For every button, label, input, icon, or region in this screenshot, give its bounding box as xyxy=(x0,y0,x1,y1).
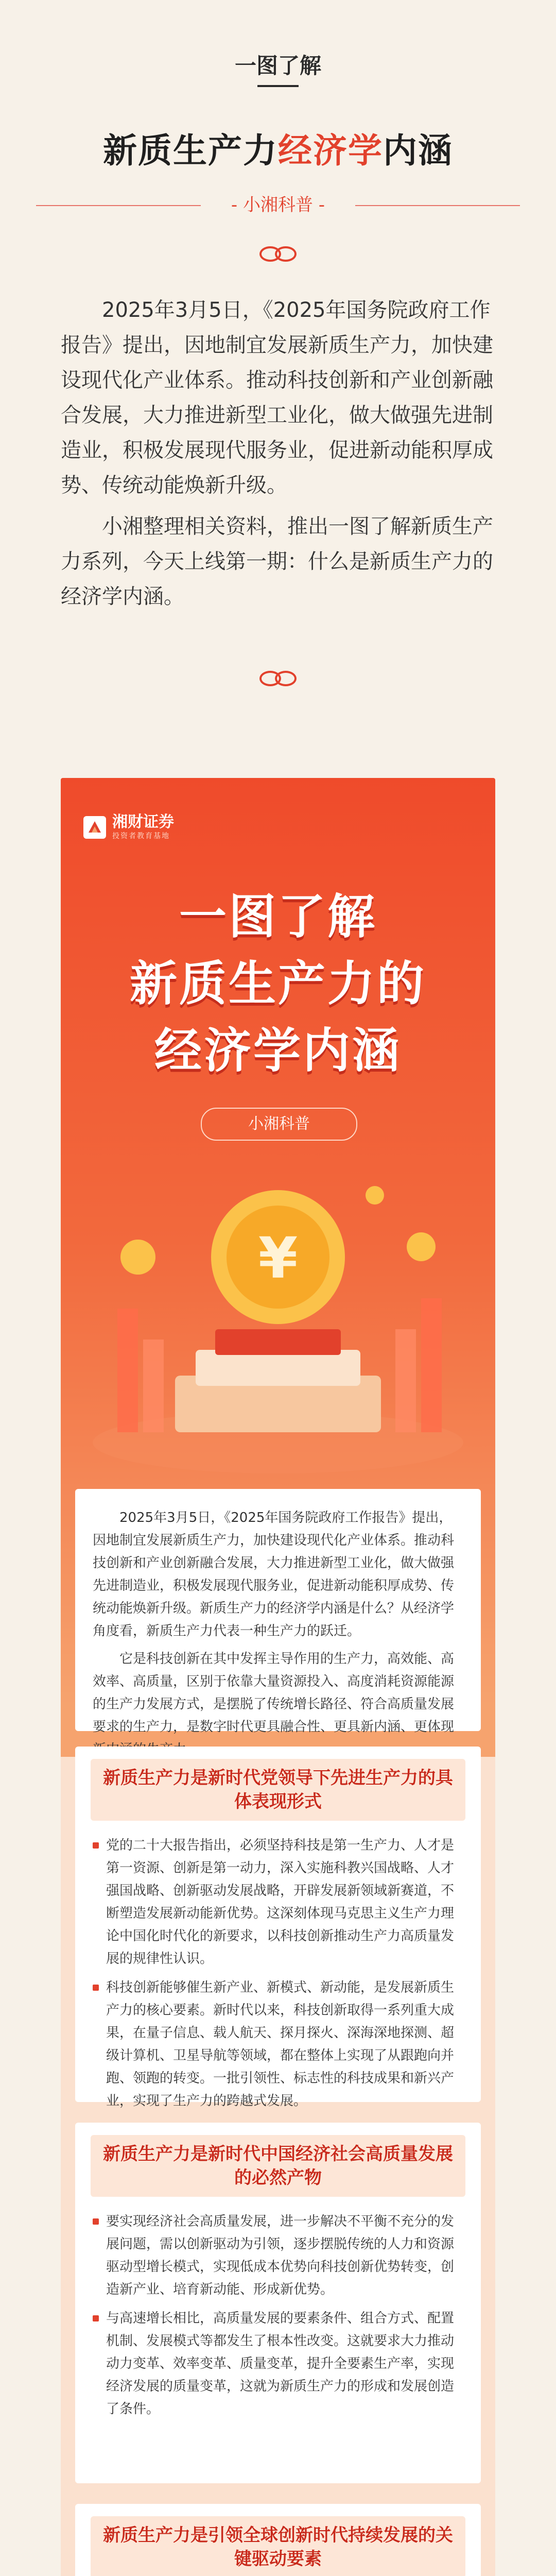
intro-card xyxy=(75,1489,481,1735)
intro-card-text xyxy=(75,1489,481,1771)
poster-title-line-2: 新质生产力的 xyxy=(129,956,426,1011)
brand-logo-icon xyxy=(83,816,106,839)
list-item: 科技创新能够催生新产业、新模式、新动能，是发展新质生产力的核心要素。新时代以来，科技创新取得一系列重大成果，在量子信息、载人航天、探月探火、深海深地探测、超级计算机、卫星导航等领域，都在整体上实现了从跟跑向并跑、领跑的转变。一批引领性、标志性的科技成果和新兴产业，实现了生产力的跨越式发展。 xyxy=(93,1976,463,2112)
intro-card-paragraph-1: 2025年3月5日，《2025年国务院政府工作报告》提出，因地制宜发展新质生产力，加快建设现代化产业体系。推动科技创新和产业创新融合发展，大力推进新型工业化，做大做强先进制造业，积极发展现代服务业，促进新动能积厚成势、传统动能焕新升级。新质生产力的经济学内涵是什么？从经济学角度看，新质生产力代表一种生产力的跃迁。 xyxy=(93,1510,455,1639)
intro-card-paragraph-2: 它是科技创新在其中发挥主导作用的生产力，高效能、高效率、高质量，区别于依靠大量资源投入、高度消耗资源能源的生产力发展方式，是摆脱了传统增长路径、符合高质量发展要求的生产力，是数字时代更具融合性、更具新内涵、更体现 xyxy=(93,1651,455,1735)
poster-title-line-3: 经济学内涵 xyxy=(154,1023,402,1078)
brand-subtitle: 投资者教育基地 xyxy=(112,832,170,840)
subtitle: - 小湘科普 - xyxy=(201,190,355,221)
section-heading-2: 新质生产力是新时代中国经济社会高质量发展的必然产物 xyxy=(91,2135,465,2197)
intro-paragraph-1: 2025年3月5日，《2025年国务院政府工作报告》提出，因地制宜发展新质生产力，加快建设现代化产业体系。推动科技创新和产业创新融合发展，大力推进新型工业化，做大做强先进制造业，积极发展现代服务业，促进新动能积厚成势、传统动能焕新升级。 xyxy=(61,298,493,497)
subtitle-row xyxy=(36,190,520,221)
coin-pedestal-illustration xyxy=(61,1154,495,1484)
intro-text xyxy=(0,262,556,614)
label-underline xyxy=(257,85,299,87)
intro-paragraph-2: 小湘整理相关资料，推出一图了解新质生产力系列，今天上线第一期：什么是新质生产力的经济学内涵。 xyxy=(61,515,493,608)
poster-brand xyxy=(83,814,174,841)
section-heading-3: 新质生产力是引领全球创新时代持续发展的关键驱动要素 xyxy=(91,2516,465,2576)
section-label: 一图了解 xyxy=(234,53,321,78)
title-prefix: 新质生产力 xyxy=(103,131,278,171)
brand-name: 湘财证券 xyxy=(112,813,174,831)
list-item: 要实现经济社会高质量发展，进一步解决不平衡不充分的发展问题，需以创新驱动为引领，逐步摆脱传统的人力和资源驱动型增长模式，实现低成本优势向科技创新优势转变，创造新产业、培育新动能、形成新优势。 xyxy=(93,2210,463,2301)
title-suffix: 内涵 xyxy=(383,131,453,171)
list-item: 党的二十大报告指出，必须坚持科技是第一生产力、人才是第一资源、创新是第一动力，深入实施科教兴国战略、人才强国战略、创新驱动发展战略，开辟发展新领域新赛道，不断塑造发展新动能新优势。这深刻体现马克思主义生产力理论中国化时代化的新要求，以科技创新推动生产力高质量发展的规律性认识。 xyxy=(93,1834,463,1970)
svg-text:¥: ¥ xyxy=(258,1225,298,1291)
section-list-1 xyxy=(75,1821,481,2124)
section-list-2 xyxy=(75,2197,481,2432)
page-title xyxy=(0,123,556,172)
section-card-2 xyxy=(75,2123,481,2483)
ring-divider-icon xyxy=(0,246,556,262)
ring-divider-icon xyxy=(0,671,556,686)
section-card-3 xyxy=(75,2504,481,2576)
section-card-1 xyxy=(75,1747,481,2109)
infographic-poster xyxy=(61,778,495,2576)
list-item: 与高速增长相比，高质量发展的要素条件、组合方式、配置机制、发展模式等都发生了根本性改变。这就要求大力推动动力变革、效率变革、质量变革，提升全要素生产率，实现经济发展的质量变革，这就为新质生产力的形成和发展创造了条件。 xyxy=(93,2307,463,2420)
title-accent: 经济学 xyxy=(278,131,383,171)
poster-tag: 小湘科普 xyxy=(201,1108,357,1141)
section-heading-1: 新质生产力是新时代党领导下先进生产力的具体表现形式 xyxy=(91,1759,465,1821)
poster-title-line-1: 一图了解 xyxy=(179,889,377,944)
